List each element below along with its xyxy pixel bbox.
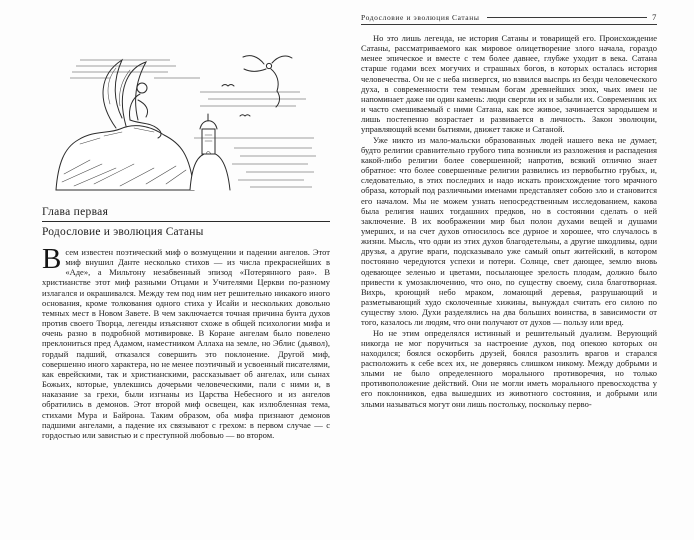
- drop-cap: В: [42, 243, 62, 275]
- fallen-angel-illustration: [50, 42, 322, 192]
- chapter-title: Родословие и эволюция Сатаны: [42, 226, 204, 238]
- chapter-rule: [42, 221, 330, 222]
- rocks: [56, 126, 194, 190]
- right-page: [347, 0, 694, 540]
- bird-icons: [222, 85, 250, 117]
- header-rule: [487, 17, 648, 18]
- fallen-angel-engraving-svg: [50, 42, 322, 192]
- chapter-label: Глава первая: [42, 206, 109, 218]
- flying-angel-figure: [243, 56, 292, 107]
- right-page-body: [361, 33, 657, 409]
- tower-figure: [190, 114, 230, 190]
- running-title: Родословие и эволюция Сатаны: [361, 12, 480, 22]
- page-number: 7: [652, 12, 657, 22]
- running-header: [361, 12, 657, 25]
- body-paragraph: Уже никто из мало-мальски образованных людей нашего века не думает, будто религии сравнительно грубого типа возникли из разложения и распадения какой-либо религии более совершенной; напротив, всякий отлично знает обратное: что более совершенные религии развились из первобытно грубых, и, следовательно, в этих последних и надо искать происхождение того мрачного образа, который под различными именами представляет собою зло и становится его началом. Мы не можем узнать непосредственным исследованием, какова была религия наших тогдашних предков, но в состоянии сделать о ней заключение. В их воображении мир был полон духами вещей и душами умерших, и на счет духов относилось все дурное и хорошее, что случалось в жизни. Мысль, что одни из этих духов благодетельны, а другие шкодливы, одни друзья, а другие враги, подсказывало уже самый опыт житейский, в котором постоянно чередуются успехи и потери. Солнце, свет дающее, землю вновь одевающее зеленью и цветами, посылающее зрелость плодам, должно было привести к умозаключению, что оно, по существу своему, сила благотворная. Вихрь, кроющий небо мраком, ломающий деревья, разрушающий и разметывающий худо сколоченные хижины, вынуждал считать его силою по существу злою. Духи разделялись на два больших воинства, в зависимости от того, казалось ли людям, что они получают от духов — пользу или вред.: [361, 134, 657, 328]
- sky-hatching: [70, 60, 306, 106]
- left-page-body-text: сем известен поэтический миф о возмущении и падении ангелов. Этот миф внушил Данте несколько стихов — из числа прекраснейших в «Аде», а Мильтону незабвенный эпизод «Потерянного рая». В христианстве этот миф разными Отцами и Учителями Церкви по-разному излагался и окрашивался. Между тем под ним нет решительно никакого иного основания, кроме толкования одного стиха у Исайи и нескольких довольно темных мест в Новом Завете. В чем заключается точная причина бунта духов против своего Творца, легенды изъясняют схоже в общей психологии мифа и очень разно в подробной мотивировке. В Коране ангелам было повелено преклониться пред Адамом, наместником Аллаха на земле, но Эблис (дьявол), гордый падший, отказался совершить это поклонение. Другой миф, совершенно иного характера, но не менее поэтичный и усвоенный писателями, как еврейскими, так и христианскими, рассказывает об ангелах, или сынах Божьих, которые, увлекшись дочерьми человеческими, пали с ними и, в наказание за грехи, были изгнаны из Царства Небесного и из ангелов обратились в демонов. Этот второй миф освещен, как излюбленная тема, стихами Мура и Байрона. Таким образом, оба мифа признают демонов падшими ангелами, а падение их связывают с грехом: в первом случае — с гордостью или завистью и с преступной любовью — во втором.: [42, 247, 330, 440]
- left-page-paragraph: [42, 243, 330, 440]
- body-paragraph: Но это лишь легенда, не история Сатаны и товарищей его. Происхождение Сатаны, рассматриваемого как мировое олицетворение злого начала, гораздо менее эпическое и вместе с тем более давнее, глубже уходит в века. Сатана старше годами всех могучих и страшных богов, в которых осталась история человечества. Он не с неба низвергся, но взвился выспрь из бездн человеческого духа, в современности тем темным богам древнейших эпох, чьих имен не напоминает даже ни один камень: люди свергли их и забыли их. Современник их и часто смешиваемый с ними Сатана, как все живое, зачинается зародышем и лишь постепенно возрастает и развивается в личность. Закон эволюции, управляющий всеми бытиями, движет также и Сатаной.: [361, 33, 657, 135]
- body-paragraph: Но не этим определялся истинный и решительный дуализм. Верующий никогда не мог поручиться за настроение духов, под опекою которых он находился; боялся оскорбить друзей, боялся разозлить врагов и старался расположить к себе всех их, не доверяясь слишком никому. Между добрыми и злыми не было определенного морального противоречия, но только противоположение действий. Они не могли иметь морального превосходства у его поклонников, едва вышедших из животного состояния, и добрыми или злыми называться могут они лишь постольку, поскольку перво-: [361, 327, 657, 409]
